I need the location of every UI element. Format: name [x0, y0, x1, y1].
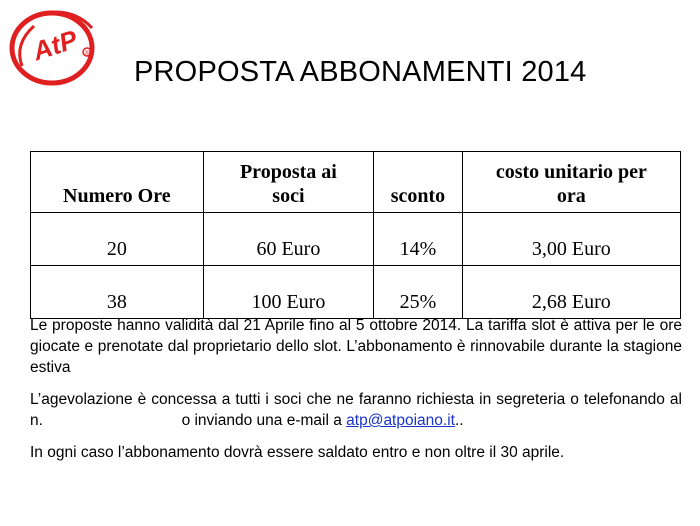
validity-paragraph: Le proposte hanno validità dal 21 Aprile fino al 5 ottobre 2014. La tariffa slot è attiva per le ore giocate e prenotate dal proprietario dello slot. L’abbonamento è rinnovabile durante la stagione estiva	[30, 317, 682, 376]
page-title: PROPOSTA ABBONAMENTI 2014	[134, 56, 587, 88]
table-header-row	[31, 152, 681, 213]
request-text: L’agevolazione è concessa a tutti i soci che ne faranno richiesta in segreteria o telefonando al n.	[30, 391, 682, 429]
header-costo-unitario: costo unitario per ora	[462, 152, 680, 213]
cell-proposta: 60 Euro	[203, 213, 373, 266]
header-numero-ore: Numero Ore	[31, 152, 204, 213]
request-text-2: o inviando una e-mail a	[181, 412, 342, 429]
cell-proposta: 100 Euro	[203, 266, 373, 319]
payment-paragraph: In ogni caso l’abbonamento dovrà essere saldato entro e non oltre il 30 aprile.	[30, 444, 565, 461]
logo-text: AtP	[29, 23, 82, 67]
cell-ore: 38	[31, 266, 204, 319]
cell-sconto: 25%	[374, 266, 463, 319]
request-paragraph	[30, 389, 682, 431]
email-trailing: ..	[454, 412, 464, 429]
cell-ore: 20	[31, 213, 204, 266]
table-row	[31, 266, 681, 319]
table-row	[31, 213, 681, 266]
header-sconto: sconto	[374, 152, 463, 213]
cell-costo: 3,00 Euro	[462, 213, 680, 266]
body-text	[30, 315, 682, 474]
email-link[interactable]: atp@atpoiano.it	[346, 412, 455, 429]
atp-logo-icon	[4, 4, 108, 88]
svg-text:®: ®	[84, 51, 90, 57]
offers-table	[30, 151, 681, 319]
header-proposta-soci: Proposta ai soci	[203, 152, 373, 213]
atp-logo	[4, 4, 108, 88]
cell-sconto: 14%	[374, 213, 463, 266]
cell-costo: 2,68 Euro	[462, 266, 680, 319]
